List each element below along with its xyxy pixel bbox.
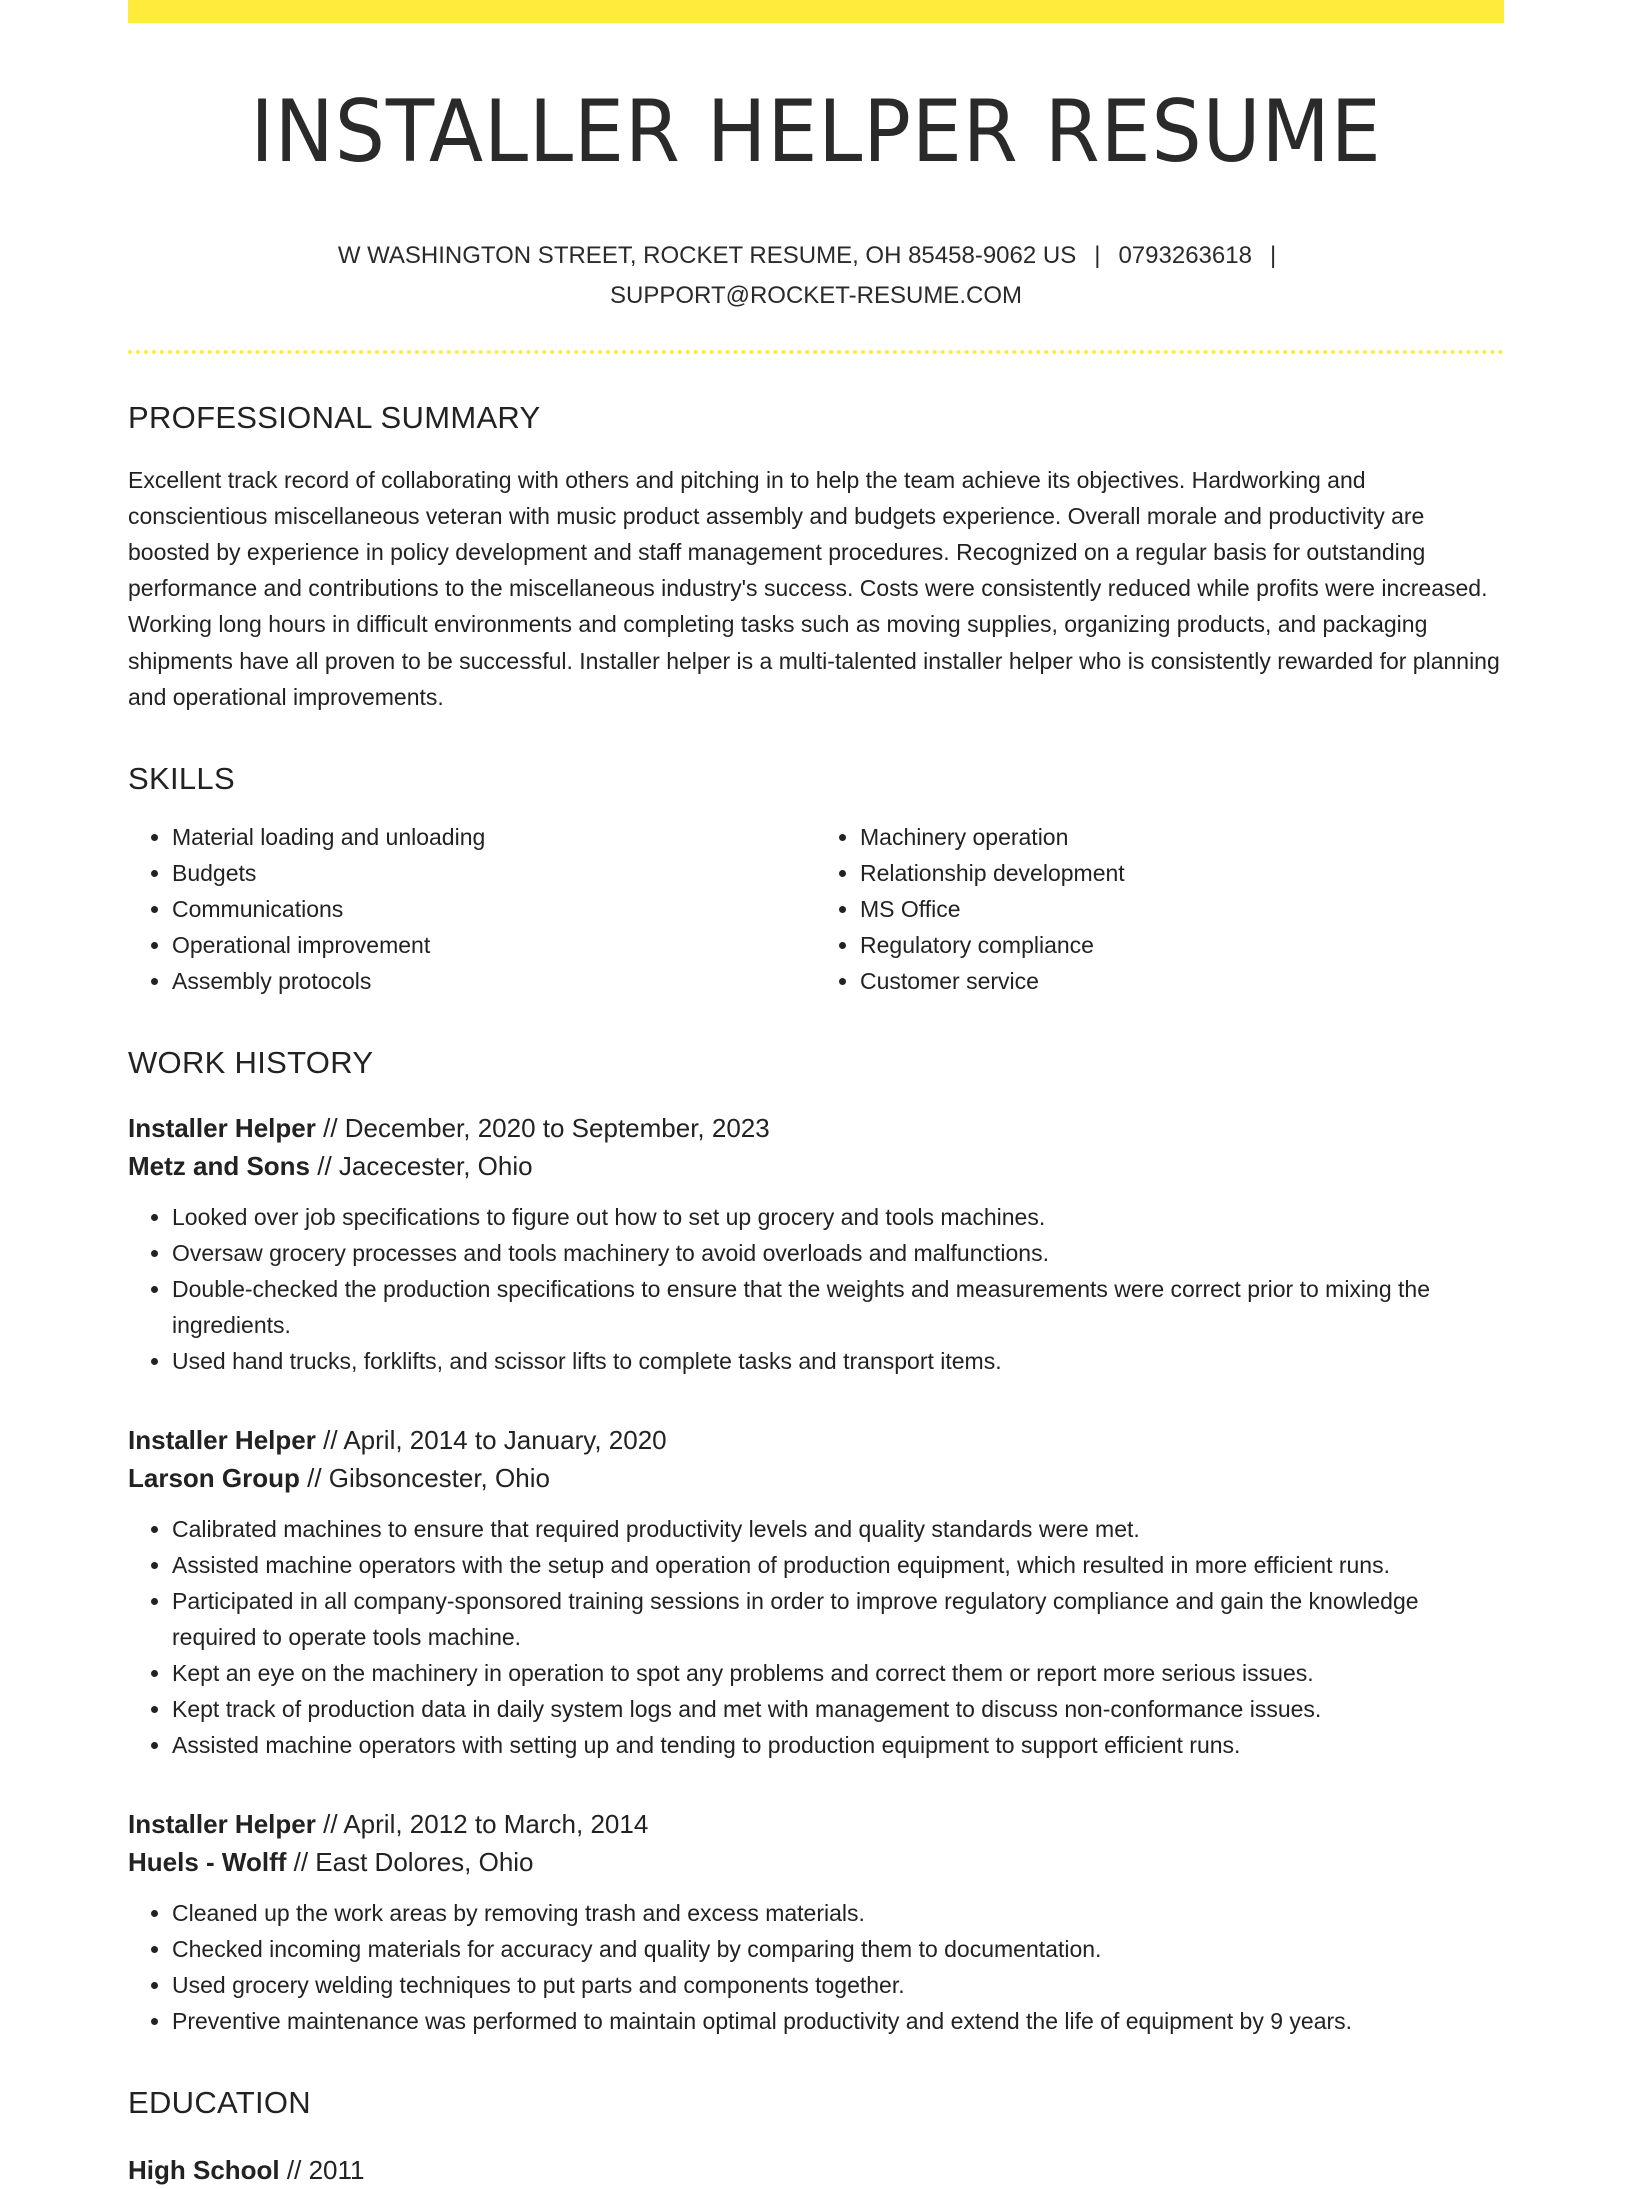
- job-bullet: • Used hand trucks, forklifts, and scissor lifts to complete tasks and transport items.: [172, 1343, 1504, 1379]
- job-bullet: • Checked incoming materials for accuracy and quality by comparing them to documentation.: [172, 1931, 1504, 1967]
- summary-heading: PROFESSIONAL SUMMARY: [128, 399, 541, 435]
- job-bullet: • Oversaw grocery processes and tools machinery to avoid overloads and malfunctions.: [172, 1235, 1504, 1271]
- job-bullet: • Double-checked the production specifications to ensure that the weights and measurements were correct prior to mixing the ingredients.: [172, 1271, 1504, 1343]
- skill-item: • Machinery operation: [860, 819, 1504, 855]
- education-heading: EDUCATION: [128, 2085, 311, 2121]
- job-title-line: [128, 1805, 1504, 1843]
- job-bullets: [128, 1895, 1504, 2039]
- job-bullet: • Calibrated machines to ensure that required productivity levels and quality standards were met.: [172, 1511, 1504, 1547]
- education-degree: High School: [128, 2155, 280, 2186]
- skills-column-left: [128, 819, 816, 999]
- job-bullet: • Kept an eye on the machinery in operation to spot any problems and correct them or report more serious issues.: [172, 1655, 1504, 1691]
- job-bullet: • Participated in all company-sponsored training sessions in order to improve regulatory compliance and gain the knowledge required to operate tools machine.: [172, 1583, 1504, 1655]
- dotted-divider: [128, 350, 1504, 354]
- job-company-line: [128, 1147, 1504, 1185]
- resume-page: [128, 0, 1504, 2189]
- skill-item: • Relationship development: [860, 855, 1504, 891]
- job-company-line: [128, 1459, 1504, 1497]
- job-entry: [128, 1421, 1504, 1763]
- skills-column-right: [816, 819, 1504, 999]
- education-year: // 2011: [286, 2155, 365, 2186]
- job-bullet: • Looked over job specifications to figure out how to set up grocery and tools machines.: [172, 1199, 1504, 1235]
- education-entry: [128, 2151, 1504, 2189]
- job-entry: [128, 1109, 1504, 1379]
- job-company: Metz and Sons: [128, 1151, 311, 1182]
- skill-item: • Regulatory compliance: [860, 927, 1504, 963]
- job-location: // East Dolores, Ohio: [293, 1847, 534, 1878]
- job-company: Huels - Wolff: [128, 1847, 287, 1878]
- job-bullet: • Kept track of production data in daily system logs and met with management to discuss non-conformance issues.: [172, 1691, 1504, 1727]
- skills-list: [128, 819, 1504, 999]
- resume-title: INSTALLER HELPER RESUME: [250, 82, 1382, 182]
- contact-email[interactable]: SUPPORT@ROCKET-RESUME.COM: [610, 281, 1022, 309]
- summary-text: Excellent track record of collaborating with others and pitching in to help the team achieve its objectives. Hardworking and conscientious miscellaneous veteran with music product assembly and budgets experience. Overall morale and productivity are boosted by experience in policy development and staff management procedures. Recognized on a regular basis for outstanding performance and contributions to the miscellaneous industry's success. Costs were consistently reduced while profits were increased. Working long hours in difficult environments and completing tasks such as moving supplies, organizing products, and packaging shipments have all proven to be successful. Installer helper is a multi-talented installer helper who is consistently rewarded for planning and operational improvements.: [128, 466, 1500, 710]
- skill-item: • Communications: [172, 891, 816, 927]
- job-location: // Gibsoncester, Ohio: [307, 1463, 550, 1494]
- job-title: Installer Helper: [128, 1809, 316, 1840]
- skill-item: • MS Office: [860, 891, 1504, 927]
- contact-info: [128, 236, 1504, 316]
- skill-item: • Material loading and unloading: [172, 819, 816, 855]
- contact-phone: 0793263618: [1118, 241, 1252, 269]
- skill-item: • Budgets: [172, 855, 816, 891]
- job-company: Larson Group: [128, 1463, 300, 1494]
- skill-item: • Customer service: [860, 963, 1504, 999]
- skill-item: • Assembly protocols: [172, 963, 816, 999]
- contact-separator: |: [1094, 241, 1101, 269]
- job-bullets: [128, 1199, 1504, 1379]
- contact-separator: |: [1269, 241, 1277, 269]
- contact-address: W WASHINGTON STREET, ROCKET RESUME, OH 85458-9062 US: [337, 241, 1077, 269]
- skill-item: • Operational improvement: [172, 927, 816, 963]
- work-history-heading: WORK HISTORY: [128, 1045, 374, 1081]
- job-company-line: [128, 1843, 1504, 1881]
- job-entry: [128, 1805, 1504, 2039]
- job-bullet: • Used grocery welding techniques to put parts and components together.: [172, 1967, 1504, 2003]
- job-dates: // April, 2014 to January, 2020: [323, 1425, 667, 1456]
- job-title: Installer Helper: [128, 1113, 316, 1144]
- accent-bar: [128, 0, 1504, 23]
- job-bullet: • Assisted machine operators with the setup and operation of production equipment, which resulted in more efficient runs.: [172, 1547, 1504, 1583]
- job-bullet: • Cleaned up the work areas by removing trash and excess materials.: [172, 1895, 1504, 1931]
- job-bullet: • Assisted machine operators with setting up and tending to production equipment to support efficient runs.: [172, 1727, 1504, 1763]
- job-dates: // December, 2020 to September, 2023: [323, 1113, 770, 1144]
- job-location: // Jacecester, Ohio: [317, 1151, 533, 1182]
- job-dates: // April, 2012 to March, 2014: [323, 1809, 649, 1840]
- job-title-line: [128, 1109, 1504, 1147]
- skills-heading: SKILLS: [128, 761, 235, 797]
- job-title-line: [128, 1421, 1504, 1459]
- job-title: Installer Helper: [128, 1425, 316, 1456]
- job-bullets: [128, 1511, 1504, 1763]
- job-bullet: • Preventive maintenance was performed to maintain optimal productivity and extend the life of equipment by 9 years.: [172, 2003, 1504, 2039]
